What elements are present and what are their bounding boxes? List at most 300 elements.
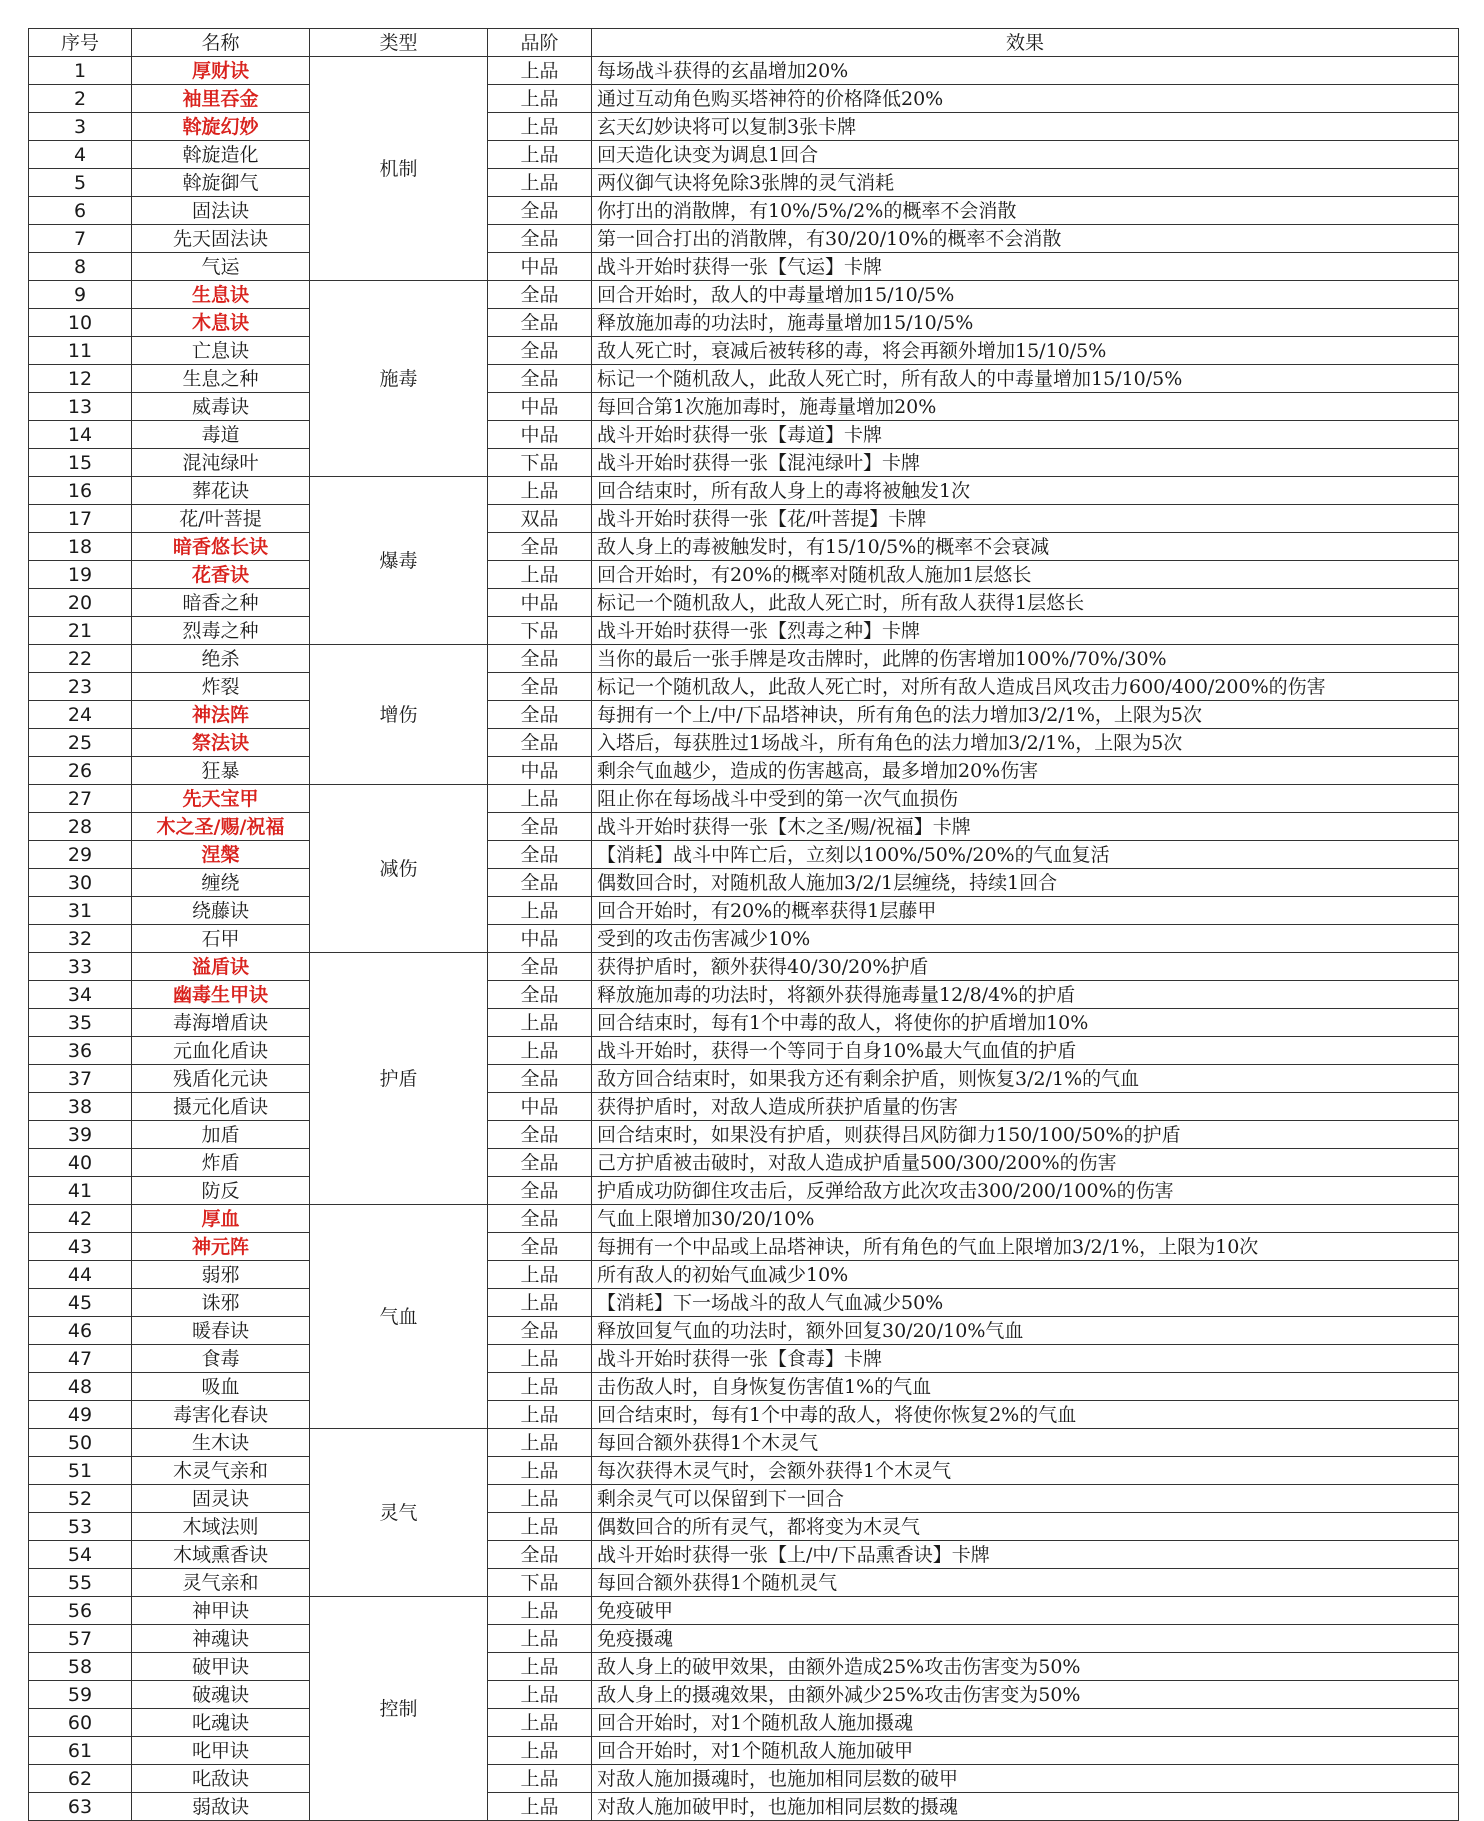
header-row <box>29 29 1459 57</box>
talent-grade: 上品 <box>488 1037 592 1065</box>
talent-effect: 入塔后，每获胜过1场战斗，所有角色的法力增加3/2/1%，上限为5次 <box>592 729 1459 757</box>
row-number: 36 <box>29 1037 132 1065</box>
talent-effect: 【消耗】下一场战斗的敌人气血减少50% <box>592 1289 1459 1317</box>
row-number: 27 <box>29 785 132 813</box>
talent-name: 绕藤诀 <box>132 897 310 925</box>
row-number: 8 <box>29 253 132 281</box>
talent-effect: 标记一个随机敌人，此敌人死亡时，对所有敌人造成吕风攻击力600/400/200%的伤害 <box>592 673 1459 701</box>
talent-grade: 全品 <box>488 1065 592 1093</box>
talent-grade: 上品 <box>488 1765 592 1793</box>
talent-grade: 全品 <box>488 1205 592 1233</box>
talent-effect: 对敌人施加破甲时，也施加相同层数的摄魂 <box>592 1793 1459 1821</box>
table-row <box>29 1009 1459 1037</box>
talent-effect: 回天造化诀变为调息1回合 <box>592 141 1459 169</box>
table-row <box>29 449 1459 477</box>
row-number: 35 <box>29 1009 132 1037</box>
talent-grade: 上品 <box>488 1625 592 1653</box>
talent-name: 灵气亲和 <box>132 1569 310 1597</box>
talent-grade: 上品 <box>488 1261 592 1289</box>
talent-effect: 战斗开始时获得一张【木之圣/赐/祝福】卡牌 <box>592 813 1459 841</box>
row-number: 49 <box>29 1401 132 1429</box>
talent-name: 斡旋御气 <box>132 169 310 197</box>
row-number: 11 <box>29 337 132 365</box>
row-number: 22 <box>29 645 132 673</box>
row-number: 6 <box>29 197 132 225</box>
table-row <box>29 1457 1459 1485</box>
talent-effect: 获得护盾时，额外获得40/30/20%护盾 <box>592 953 1459 981</box>
talent-name: 溢盾诀 <box>132 953 310 981</box>
talent-effect: 玄天幻妙诀将可以复制3张卡牌 <box>592 113 1459 141</box>
row-number: 51 <box>29 1457 132 1485</box>
talent-effect: 敌方回合结束时，如果我方还有剩余护盾，则恢复3/2/1%的气血 <box>592 1065 1459 1093</box>
talent-effect: 释放回复气血的功法时，额外回复30/20/10%气血 <box>592 1317 1459 1345</box>
row-number: 48 <box>29 1373 132 1401</box>
row-number: 7 <box>29 225 132 253</box>
talent-effect: 敌人身上的摄魂效果，由额外减少25%攻击伤害变为50% <box>592 1681 1459 1709</box>
talent-grade: 全品 <box>488 1541 592 1569</box>
table-row <box>29 1597 1459 1625</box>
talent-name: 厚财诀 <box>132 57 310 85</box>
table-row <box>29 1513 1459 1541</box>
table-row <box>29 897 1459 925</box>
table-row <box>29 617 1459 645</box>
talent-grade: 上品 <box>488 1345 592 1373</box>
row-number: 15 <box>29 449 132 477</box>
talent-name: 叱甲诀 <box>132 1737 310 1765</box>
talent-effect: 当你的最后一张手牌是攻击牌时，此牌的伤害增加100%/70%/30% <box>592 645 1459 673</box>
talent-category: 灵气 <box>310 1429 488 1597</box>
table-row <box>29 1317 1459 1345</box>
row-number: 62 <box>29 1765 132 1793</box>
header-effect: 效果 <box>592 29 1459 57</box>
talent-grade: 上品 <box>488 1009 592 1037</box>
talent-grade: 中品 <box>488 1093 592 1121</box>
talent-name: 吸血 <box>132 1373 310 1401</box>
talent-grade: 上品 <box>488 897 592 925</box>
talent-grade: 中品 <box>488 757 592 785</box>
table-row <box>29 1177 1459 1205</box>
talent-name: 木域熏香诀 <box>132 1541 310 1569</box>
talent-name: 木息诀 <box>132 309 310 337</box>
talent-effect: 通过互动角色购买塔神符的价格降低20% <box>592 85 1459 113</box>
talent-grade: 下品 <box>488 617 592 645</box>
talent-effect: 每次获得木灵气时，会额外获得1个木灵气 <box>592 1457 1459 1485</box>
talent-effect: 释放施加毒的功法时，施毒量增加15/10/5% <box>592 309 1459 337</box>
talent-effect: 战斗开始时获得一张【毒道】卡牌 <box>592 421 1459 449</box>
talent-grade: 上品 <box>488 1709 592 1737</box>
table-row <box>29 1681 1459 1709</box>
table-row <box>29 813 1459 841</box>
talent-grade: 上品 <box>488 141 592 169</box>
talent-name: 元血化盾诀 <box>132 1037 310 1065</box>
talent-grade: 全品 <box>488 701 592 729</box>
talent-name: 生息之种 <box>132 365 310 393</box>
header-name: 名称 <box>132 29 310 57</box>
table-row <box>29 477 1459 505</box>
talent-effect: 标记一个随机敌人，此敌人死亡时，所有敌人获得1层悠长 <box>592 589 1459 617</box>
row-number: 31 <box>29 897 132 925</box>
talent-grade: 上品 <box>488 1513 592 1541</box>
row-number: 56 <box>29 1597 132 1625</box>
talent-effect: 回合开始时，对1个随机敌人施加破甲 <box>592 1737 1459 1765</box>
row-number: 4 <box>29 141 132 169</box>
header-grade: 品阶 <box>488 29 592 57</box>
talent-name: 厚血 <box>132 1205 310 1233</box>
table-row <box>29 1065 1459 1093</box>
row-number: 55 <box>29 1569 132 1597</box>
talent-grade: 上品 <box>488 1793 592 1821</box>
talent-name: 神甲诀 <box>132 1597 310 1625</box>
table-row <box>29 1485 1459 1513</box>
talent-name: 暗香之种 <box>132 589 310 617</box>
talent-effect: 每回合额外获得1个木灵气 <box>592 1429 1459 1457</box>
talent-name: 狂暴 <box>132 757 310 785</box>
talent-effect: 免疫摄魂 <box>592 1625 1459 1653</box>
row-number: 32 <box>29 925 132 953</box>
row-number: 25 <box>29 729 132 757</box>
talent-effect: 回合结束时，每有1个中毒的敌人，将使你恢复2%的气血 <box>592 1401 1459 1429</box>
talent-grade: 上品 <box>488 477 592 505</box>
table-row <box>29 421 1459 449</box>
row-number: 28 <box>29 813 132 841</box>
talent-name: 木灵气亲和 <box>132 1457 310 1485</box>
table-row <box>29 393 1459 421</box>
talent-grade: 上品 <box>488 113 592 141</box>
talent-category: 机制 <box>310 57 488 281</box>
table-row <box>29 281 1459 309</box>
talent-effect: 敌人身上的毒被触发时，有15/10/5%的概率不会衰减 <box>592 533 1459 561</box>
row-number: 9 <box>29 281 132 309</box>
row-number: 53 <box>29 1513 132 1541</box>
talent-name: 威毒诀 <box>132 393 310 421</box>
talent-effect: 回合开始时，有20%的概率获得1层藤甲 <box>592 897 1459 925</box>
talent-grade: 全品 <box>488 1233 592 1261</box>
talent-effect: 回合结束时，如果没有护盾，则获得吕风防御力150/100/50%的护盾 <box>592 1121 1459 1149</box>
talent-name: 残盾化元诀 <box>132 1065 310 1093</box>
talent-grade: 全品 <box>488 1177 592 1205</box>
talent-name: 弱邪 <box>132 1261 310 1289</box>
talent-name: 神魂诀 <box>132 1625 310 1653</box>
talent-name: 气运 <box>132 253 310 281</box>
talent-name: 烈毒之种 <box>132 617 310 645</box>
talent-grade: 全品 <box>488 337 592 365</box>
table-row <box>29 1429 1459 1457</box>
talent-name: 炸盾 <box>132 1149 310 1177</box>
talent-effect: 战斗开始时获得一张【气运】卡牌 <box>592 253 1459 281</box>
row-number: 45 <box>29 1289 132 1317</box>
table-row <box>29 1401 1459 1429</box>
table-row <box>29 701 1459 729</box>
talent-grade: 全品 <box>488 197 592 225</box>
row-number: 19 <box>29 561 132 589</box>
talent-name: 缠绕 <box>132 869 310 897</box>
talent-grade: 上品 <box>488 1401 592 1429</box>
table-row <box>29 1093 1459 1121</box>
table-row <box>29 1037 1459 1065</box>
table-row <box>29 505 1459 533</box>
talent-category: 施毒 <box>310 281 488 477</box>
talent-effect: 所有敌人的初始气血减少10% <box>592 1261 1459 1289</box>
talent-effect: 战斗开始时获得一张【烈毒之种】卡牌 <box>592 617 1459 645</box>
table-row <box>29 253 1459 281</box>
row-number: 17 <box>29 505 132 533</box>
row-number: 5 <box>29 169 132 197</box>
table-row <box>29 1233 1459 1261</box>
talent-grade: 上品 <box>488 1373 592 1401</box>
talent-grade: 上品 <box>488 1653 592 1681</box>
talent-effect: 偶数回合的所有灵气，都将变为木灵气 <box>592 1513 1459 1541</box>
talent-effect: 战斗开始时获得一张【上/中/下品熏香诀】卡牌 <box>592 1541 1459 1569</box>
row-number: 2 <box>29 85 132 113</box>
talent-grade: 全品 <box>488 309 592 337</box>
table-row <box>29 1737 1459 1765</box>
talent-effect: 己方护盾被击破时，对敌人造成护盾量500/300/200%的伤害 <box>592 1149 1459 1177</box>
table-row <box>29 869 1459 897</box>
talent-effect: 回合开始时，敌人的中毒量增加15/10/5% <box>592 281 1459 309</box>
talent-effect: 气血上限增加30/20/10% <box>592 1205 1459 1233</box>
table-row <box>29 1121 1459 1149</box>
talent-effect: 战斗开始时获得一张【食毒】卡牌 <box>592 1345 1459 1373</box>
row-number: 40 <box>29 1149 132 1177</box>
table-row <box>29 169 1459 197</box>
row-number: 10 <box>29 309 132 337</box>
talent-grade: 下品 <box>488 449 592 477</box>
row-number: 43 <box>29 1233 132 1261</box>
talent-name: 涅槃 <box>132 841 310 869</box>
table-row <box>29 841 1459 869</box>
talent-grade: 全品 <box>488 981 592 1009</box>
header-type: 类型 <box>310 29 488 57</box>
table-row <box>29 1149 1459 1177</box>
talent-grade: 中品 <box>488 253 592 281</box>
talent-grade: 全品 <box>488 533 592 561</box>
talent-effect: 回合结束时，所有敌人身上的毒将被触发1次 <box>592 477 1459 505</box>
talent-name: 花香诀 <box>132 561 310 589</box>
talent-grade: 上品 <box>488 1457 592 1485</box>
table-row <box>29 757 1459 785</box>
talent-effect: 每回合第1次施加毒时，施毒量增加20% <box>592 393 1459 421</box>
table-row <box>29 225 1459 253</box>
row-number: 34 <box>29 981 132 1009</box>
talent-grade: 中品 <box>488 925 592 953</box>
talent-grade: 上品 <box>488 1681 592 1709</box>
row-number: 18 <box>29 533 132 561</box>
talent-name: 木域法则 <box>132 1513 310 1541</box>
table-row <box>29 561 1459 589</box>
talent-grade: 上品 <box>488 561 592 589</box>
row-number: 14 <box>29 421 132 449</box>
talent-category: 控制 <box>310 1597 488 1821</box>
table-row <box>29 1653 1459 1681</box>
talent-name: 叱敌诀 <box>132 1765 310 1793</box>
table-row <box>29 1541 1459 1569</box>
talent-name: 绝杀 <box>132 645 310 673</box>
row-number: 57 <box>29 1625 132 1653</box>
talent-name: 幽毒生甲诀 <box>132 981 310 1009</box>
row-number: 46 <box>29 1317 132 1345</box>
talent-category: 减伤 <box>310 785 488 953</box>
talent-name: 袖里吞金 <box>132 85 310 113</box>
table-row <box>29 589 1459 617</box>
talent-effect: 剩余灵气可以保留到下一回合 <box>592 1485 1459 1513</box>
talent-name: 毒海增盾诀 <box>132 1009 310 1037</box>
talent-name: 加盾 <box>132 1121 310 1149</box>
talent-grade: 全品 <box>488 645 592 673</box>
row-number: 61 <box>29 1737 132 1765</box>
talent-table <box>28 28 1459 1821</box>
talent-name: 斡旋幻妙 <box>132 113 310 141</box>
talent-effect: 免疫破甲 <box>592 1597 1459 1625</box>
table-row <box>29 1289 1459 1317</box>
table-row <box>29 1345 1459 1373</box>
row-number: 24 <box>29 701 132 729</box>
talent-grade: 全品 <box>488 673 592 701</box>
talent-name: 防反 <box>132 1177 310 1205</box>
talent-grade: 中品 <box>488 393 592 421</box>
talent-effect: 击伤敌人时，自身恢复伤害值1%的气血 <box>592 1373 1459 1401</box>
talent-grade: 全品 <box>488 729 592 757</box>
talent-grade: 上品 <box>488 1289 592 1317</box>
talent-effect: 你打出的消散牌，有10%/5%/2%的概率不会消散 <box>592 197 1459 225</box>
talent-name: 诛邪 <box>132 1289 310 1317</box>
table-row <box>29 729 1459 757</box>
row-number: 33 <box>29 953 132 981</box>
table-row <box>29 1709 1459 1737</box>
talent-grade: 全品 <box>488 841 592 869</box>
table-row <box>29 785 1459 813</box>
talent-grade: 上品 <box>488 1485 592 1513</box>
table-row <box>29 1625 1459 1653</box>
talent-name: 斡旋造化 <box>132 141 310 169</box>
table-row <box>29 141 1459 169</box>
row-number: 59 <box>29 1681 132 1709</box>
row-number: 41 <box>29 1177 132 1205</box>
talent-grade: 上品 <box>488 1737 592 1765</box>
row-number: 12 <box>29 365 132 393</box>
talent-name: 叱魂诀 <box>132 1709 310 1737</box>
talent-grade: 上品 <box>488 1429 592 1457</box>
talent-name: 固法诀 <box>132 197 310 225</box>
talent-name: 混沌绿叶 <box>132 449 310 477</box>
row-number: 58 <box>29 1653 132 1681</box>
talent-effect: 回合开始时，对1个随机敌人施加摄魂 <box>592 1709 1459 1737</box>
talent-effect: 护盾成功防御住攻击后，反弹给敌方此次攻击300/200/100%的伤害 <box>592 1177 1459 1205</box>
talent-effect: 受到的攻击伤害减少10% <box>592 925 1459 953</box>
talent-grade: 全品 <box>488 281 592 309</box>
table-row <box>29 365 1459 393</box>
talent-effect: 敌人身上的破甲效果，由额外造成25%攻击伤害变为50% <box>592 1653 1459 1681</box>
talent-grade: 中品 <box>488 589 592 617</box>
talent-effect: 对敌人施加摄魂时，也施加相同层数的破甲 <box>592 1765 1459 1793</box>
talent-category: 爆毒 <box>310 477 488 645</box>
talent-grade: 下品 <box>488 1569 592 1597</box>
talent-effect: 回合结束时，每有1个中毒的敌人，将使你的护盾增加10% <box>592 1009 1459 1037</box>
talent-category: 护盾 <box>310 953 488 1205</box>
talent-name: 食毒 <box>132 1345 310 1373</box>
table-row <box>29 1569 1459 1597</box>
talent-grade: 上品 <box>488 1597 592 1625</box>
talent-grade: 上品 <box>488 85 592 113</box>
row-number: 21 <box>29 617 132 645</box>
talent-name: 破甲诀 <box>132 1653 310 1681</box>
talent-name: 固灵诀 <box>132 1485 310 1513</box>
talent-name: 摄元化盾诀 <box>132 1093 310 1121</box>
talent-effect: 敌人死亡时，衰减后被转移的毒，将会再额外增加15/10/5% <box>592 337 1459 365</box>
talent-name: 暖春诀 <box>132 1317 310 1345</box>
talent-effect: 每场战斗获得的玄晶增加20% <box>592 57 1459 85</box>
talent-grade: 全品 <box>488 1149 592 1177</box>
talent-effect: 每拥有一个上/中/下品塔神诀，所有角色的法力增加3/2/1%，上限为5次 <box>592 701 1459 729</box>
row-number: 54 <box>29 1541 132 1569</box>
talent-grade: 全品 <box>488 953 592 981</box>
row-number: 38 <box>29 1093 132 1121</box>
row-number: 20 <box>29 589 132 617</box>
talent-category: 增伤 <box>310 645 488 785</box>
talent-grade: 全品 <box>488 1121 592 1149</box>
row-number: 50 <box>29 1429 132 1457</box>
talent-effect: 两仪御气诀将免除3张牌的灵气消耗 <box>592 169 1459 197</box>
talent-effect: 每回合额外获得1个随机灵气 <box>592 1569 1459 1597</box>
talent-effect: 获得护盾时，对敌人造成所获护盾量的伤害 <box>592 1093 1459 1121</box>
talent-name: 祭法诀 <box>132 729 310 757</box>
talent-name: 亡息诀 <box>132 337 310 365</box>
talent-grade: 全品 <box>488 813 592 841</box>
table-row <box>29 309 1459 337</box>
talent-name: 弱敌诀 <box>132 1793 310 1821</box>
talent-category: 气血 <box>310 1205 488 1429</box>
talent-name: 炸裂 <box>132 673 310 701</box>
talent-grade: 上品 <box>488 57 592 85</box>
table-row <box>29 1765 1459 1793</box>
table-row <box>29 57 1459 85</box>
talent-name: 神法阵 <box>132 701 310 729</box>
row-number: 63 <box>29 1793 132 1821</box>
row-number: 13 <box>29 393 132 421</box>
row-number: 30 <box>29 869 132 897</box>
row-number: 47 <box>29 1345 132 1373</box>
table-row <box>29 337 1459 365</box>
row-number: 26 <box>29 757 132 785</box>
row-number: 3 <box>29 113 132 141</box>
talent-effect: 标记一个随机敌人，此敌人死亡时，所有敌人的中毒量增加15/10/5% <box>592 365 1459 393</box>
table-row <box>29 533 1459 561</box>
table-row <box>29 953 1459 981</box>
talent-effect: 每拥有一个中品或上品塔神诀，所有角色的气血上限增加3/2/1%，上限为10次 <box>592 1233 1459 1261</box>
talent-name: 石甲 <box>132 925 310 953</box>
talent-name: 花/叶菩提 <box>132 505 310 533</box>
table-row <box>29 1205 1459 1233</box>
talent-grade: 上品 <box>488 169 592 197</box>
row-number: 29 <box>29 841 132 869</box>
talent-grade: 全品 <box>488 869 592 897</box>
talent-effect: 偶数回合时，对随机敌人施加3/2/1层缠绕，持续1回合 <box>592 869 1459 897</box>
row-number: 23 <box>29 673 132 701</box>
row-number: 37 <box>29 1065 132 1093</box>
talent-effect: 释放施加毒的功法时，将额外获得施毒量12/8/4%的护盾 <box>592 981 1459 1009</box>
talent-grade: 全品 <box>488 1317 592 1345</box>
table-row <box>29 925 1459 953</box>
header-no: 序号 <box>29 29 132 57</box>
talent-effect: 战斗开始时获得一张【混沌绿叶】卡牌 <box>592 449 1459 477</box>
talent-name: 先天固法诀 <box>132 225 310 253</box>
table-row <box>29 1793 1459 1821</box>
table-row <box>29 113 1459 141</box>
talent-effect: 第一回合打出的消散牌，有30/20/10%的概率不会消散 <box>592 225 1459 253</box>
table-row <box>29 85 1459 113</box>
talent-effect: 阻止你在每场战斗中受到的第一次气血损伤 <box>592 785 1459 813</box>
talent-grade: 双品 <box>488 505 592 533</box>
row-number: 52 <box>29 1485 132 1513</box>
